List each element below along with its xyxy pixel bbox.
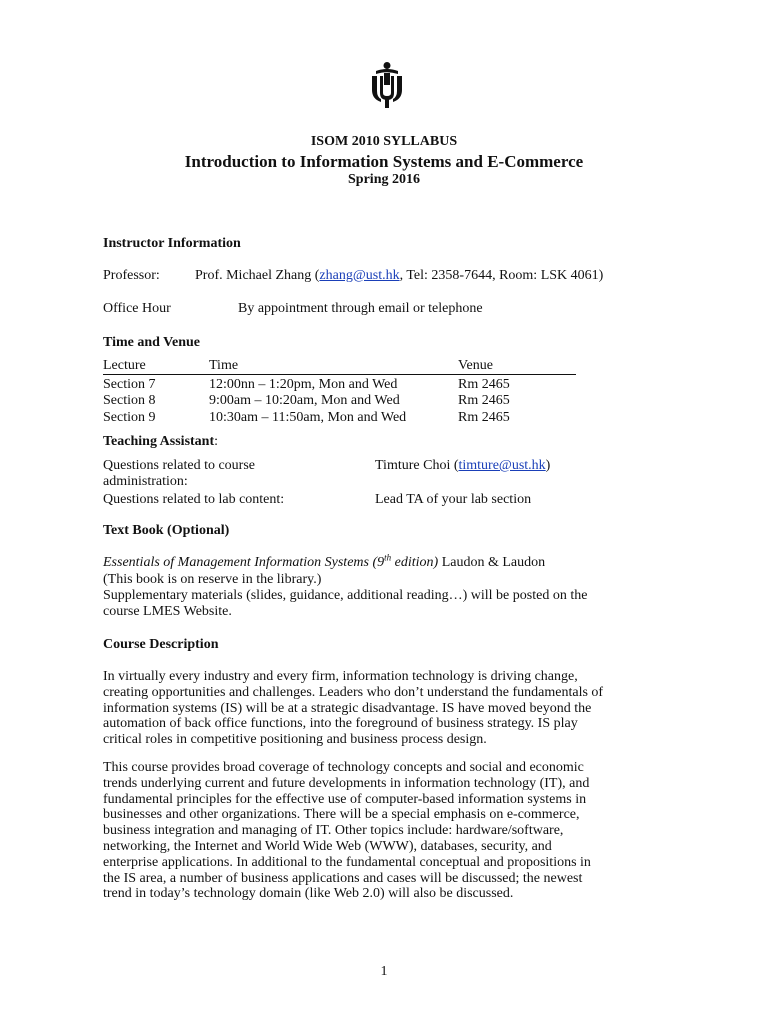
textbook-reserve-note: (This book is on reserve in the library.) [103,572,322,587]
table-header-rule [103,374,576,375]
supplementary-line-2: course LMES Website. [103,604,232,619]
schedule-heading: Time and Venue [103,335,200,350]
professor-name: Prof. Michael Zhang ( [195,268,320,283]
table-cell-section: Section 9 [103,410,156,425]
textbook-title: Essentials of Management Information Systems (9 [103,555,385,570]
ta-heading-colon: : [214,434,219,449]
supplementary-line-1: Supplementary materials (slides, guidance, additional reading…) will be posted on the [103,588,588,603]
ust-logo-icon [367,61,407,109]
table-cell-time: 12:00nn – 1:20pm, Mon and Wed [209,377,398,392]
table-cell-section: Section 7 [103,377,156,392]
course-title: Introduction to Information Systems and E-Commerce [184,152,584,171]
ta-name: Timture Choi ( [375,458,459,473]
textbook-edition: edition) [391,555,439,570]
ta-heading-line [103,434,218,450]
ta-email-link[interactable]: timture@ust.hk [458,458,546,473]
edition-superscript: th [384,552,392,563]
paragraph-line: business integration and managing of IT. Other topics include: hardware/software, [103,823,564,839]
column-header-lecture: Lecture [103,358,146,373]
professor-details: , Tel: 2358-7644, Room: LSK 4061) [399,268,604,283]
office-hour-label: Office Hour [103,301,171,316]
office-hour-value: By appointment through email or telephone [238,301,483,316]
textbook-authors: Laudon & Laudon [438,555,546,570]
professor-email-link[interactable]: zhang@ust.hk [319,268,400,283]
ta-question-1-line-2: administration: [103,474,188,489]
description-paragraph-1 [103,669,678,748]
table-cell-venue: Rm 2465 [458,410,510,425]
table-cell-time: 10:30am – 11:50am, Mon and Wed [209,410,407,425]
paragraph-line: trend in today’s technology domain (like Web 2.0) will also be discussed. [103,886,514,902]
term: Spring 2016 [348,172,420,187]
paragraph-line: the IS area, a number of business applications and cases will be discussed; the newest [103,870,583,886]
professor-label: Professor: [103,268,160,283]
column-header-venue: Venue [458,358,493,373]
textbook-title-line [103,552,546,571]
course-code: ISOM 2010 SYLLABUS [310,134,458,149]
ta-heading: Teaching Assistant [103,434,215,449]
paragraph-line: creating opportunities and challenges. Leaders who don’t understand the fundamentals of [103,684,604,700]
table-cell-time: 9:00am – 10:20am, Mon and Wed [209,393,400,408]
description-heading: Course Description [103,637,219,652]
table-cell-section: Section 8 [103,393,156,408]
paragraph-line: trends underlying current and future developments in information technology (IT), and [103,775,590,791]
ta-question-2: Questions related to lab content: [103,492,285,507]
page-number: 1 [380,964,388,979]
paragraph-line: networking, the Internet and World Wide Web (WWW), databases, security, and [103,838,552,854]
paragraph-line: businesses and other organizations. There will be a special emphasis on e-commerce, [103,807,580,823]
textbook-heading: Text Book (Optional) [103,523,230,538]
paragraph-line: fundamental principles for the effective use of computer-based information systems in [103,791,587,807]
paragraph-line: automation of back office functions, into the foreground of business strategy. IS play [103,716,578,732]
ta-answer-2: Lead TA of your lab section [375,492,532,507]
instructor-heading: Instructor Information [103,236,241,251]
professor-line [195,268,603,284]
paragraph-line: enterprise applications. In additional to the fundamental conceptual and propositions in [103,854,591,870]
paragraph-line: critical roles in competitive positioning and business process design. [103,732,487,748]
description-paragraph-2 [103,760,678,902]
ta-close-paren: ) [545,458,551,473]
table-cell-venue: Rm 2465 [458,377,510,392]
ta-question-1-line-1: Questions related to course [103,458,256,473]
column-header-time: Time [209,358,239,373]
table-cell-venue: Rm 2465 [458,393,510,408]
ta-answer-1 [375,458,550,474]
paragraph-line: In virtually every industry and every firm, information technology is driving change, [103,669,578,684]
paragraph-line: This course provides broad coverage of technology concepts and social and economic [103,760,584,775]
paragraph-line: information systems (IS) will be at a strategic disadvantage. IS have moved beyond the [103,700,592,716]
